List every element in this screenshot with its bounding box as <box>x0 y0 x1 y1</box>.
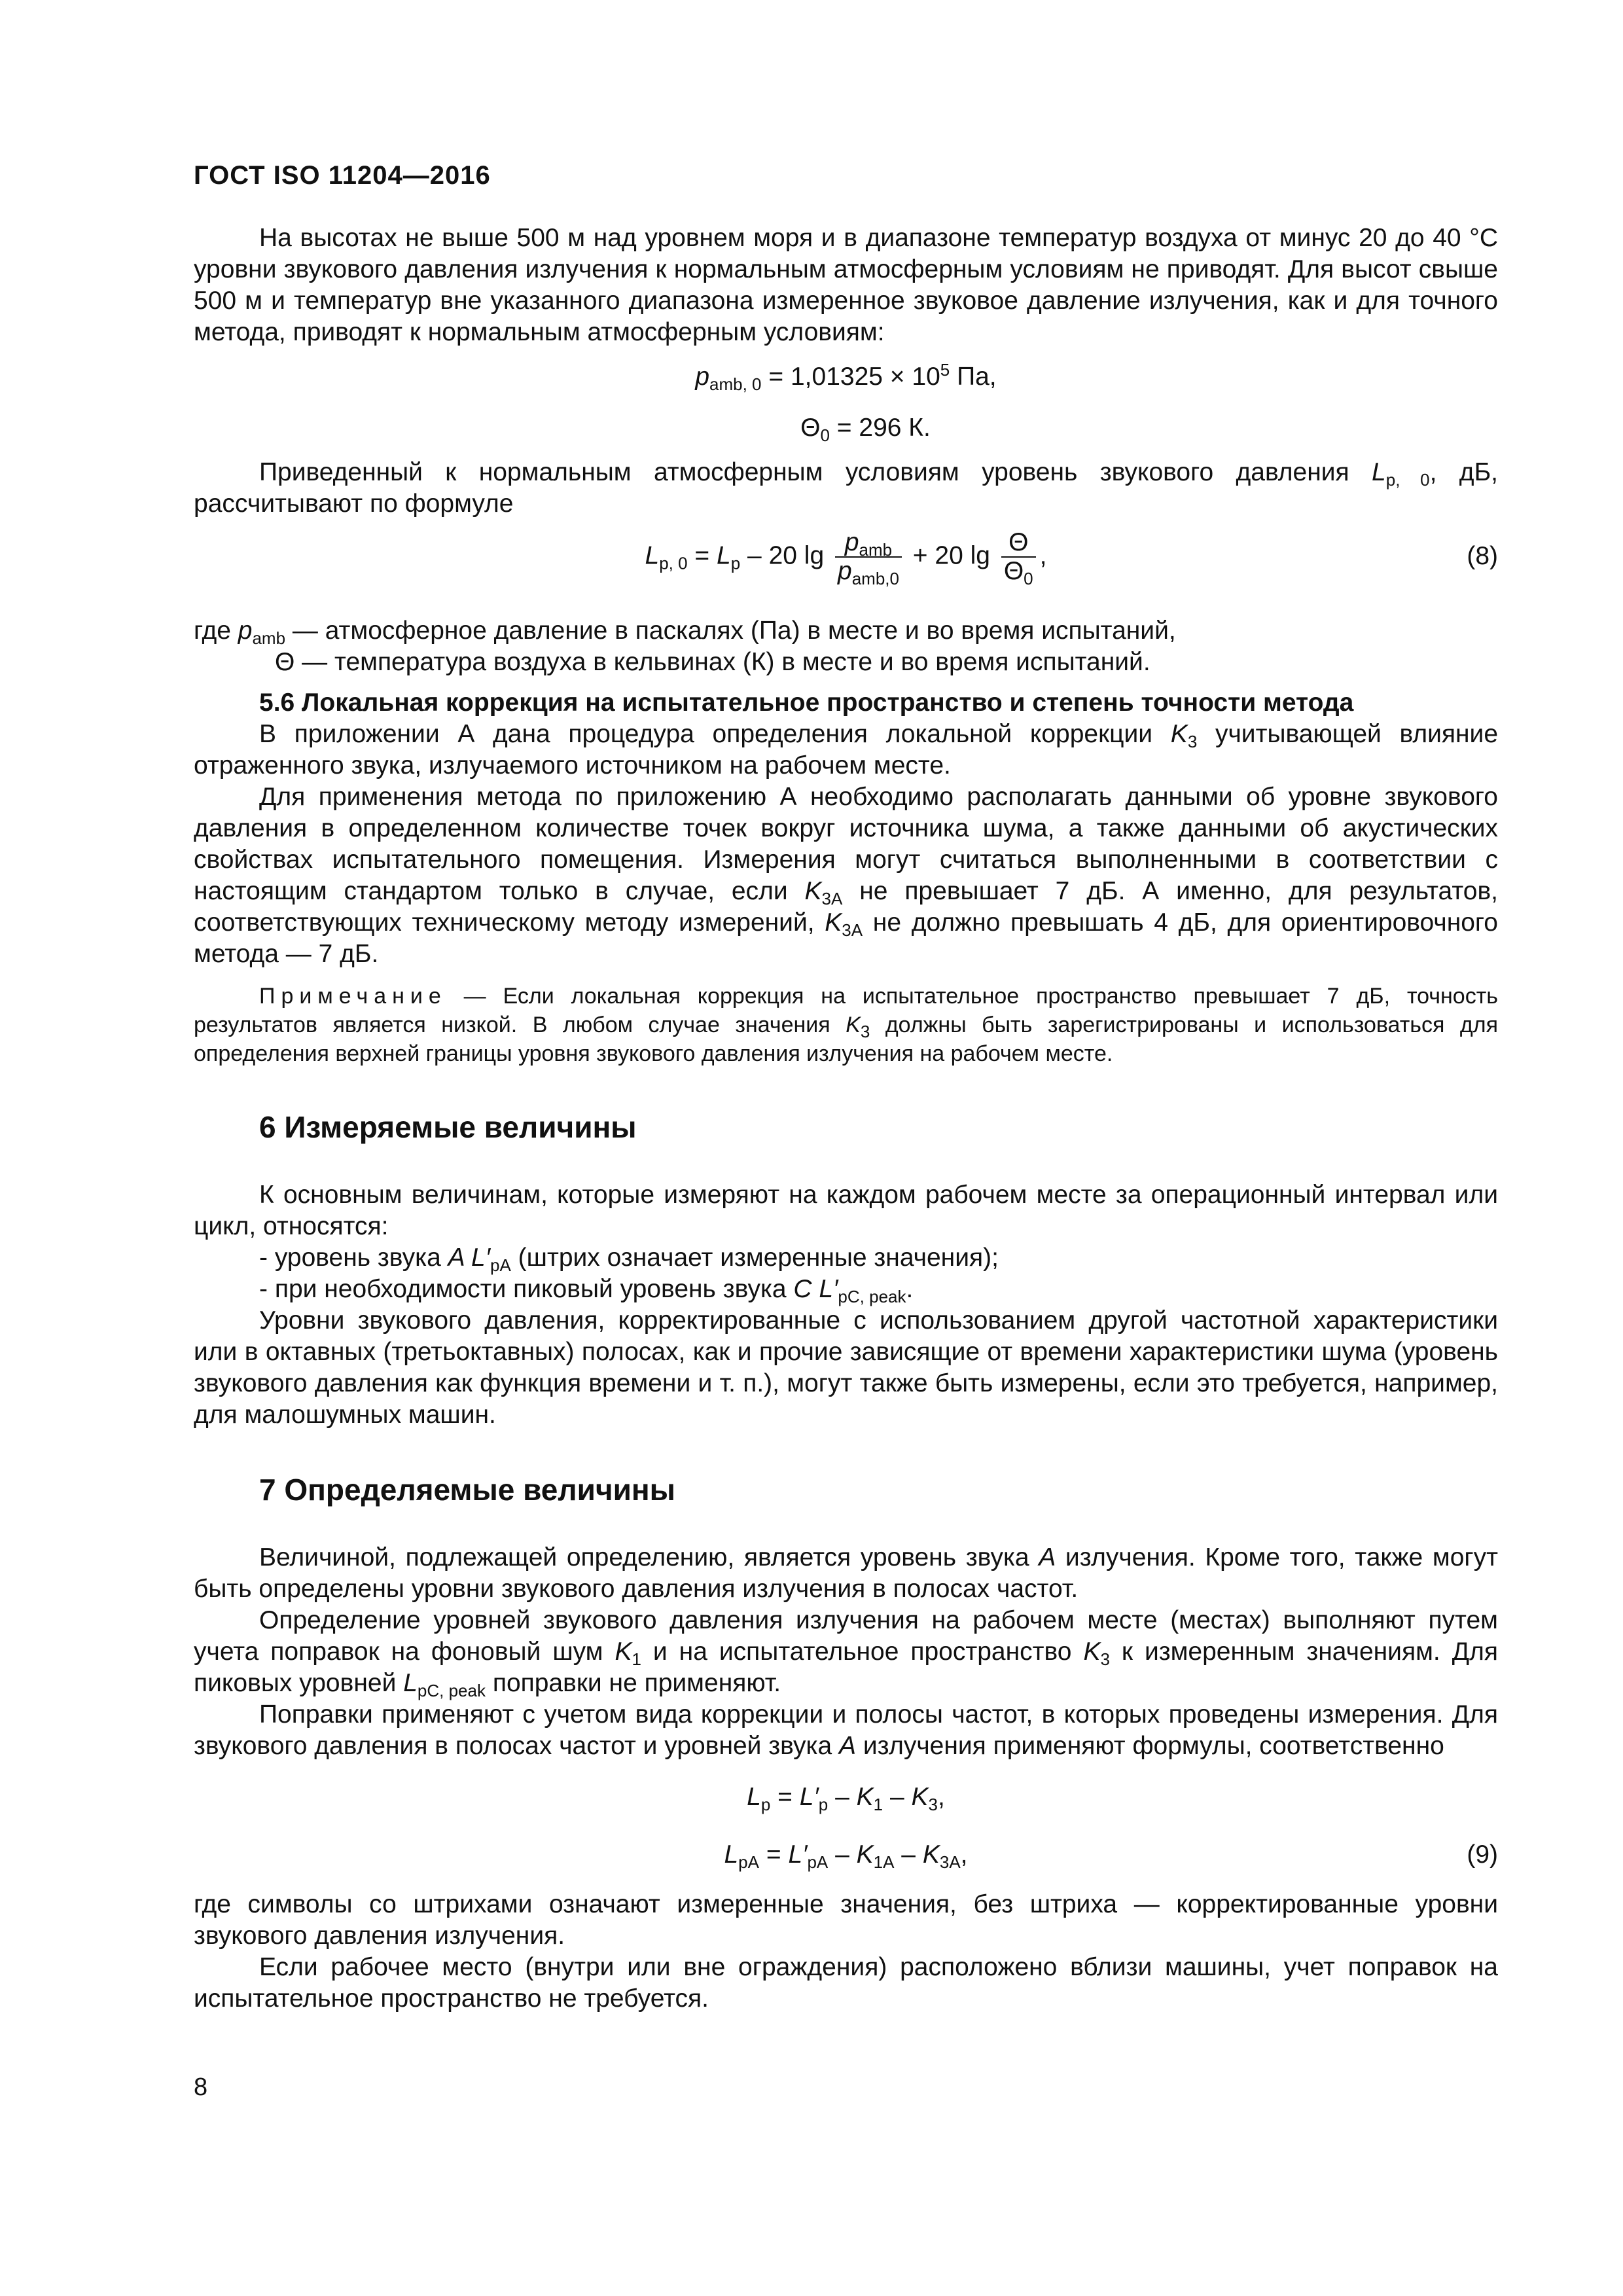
page-content <box>194 223 1498 2015</box>
equation-number-8: (8) <box>1467 542 1498 570</box>
note-5-6: Примечание — Если локальная коррекция на испытательное пространство превышает 7 дБ, точность результатов является низкой. В любом случае значения $K_3$ должны быть зарегистрированы и использоваться для определения верхней границы уровня звукового давления излучения на рабочем месте. <box>194 984 1498 1066</box>
section-5-6-title: 5.6 Локальная коррекция на испытательное пространство и степень точности метода <box>259 689 1354 717</box>
formula-pamb: $p_{amb, 0} = 1,01325 \times 10^5$ Па, <box>695 360 997 394</box>
list-item-level-a: - уровень звука A $L'_{pA}$ (штрих означает измеренные значения); <box>259 1244 999 1275</box>
paragraph-6-1: К основным величинам, которые измеряют на каждом рабочем месте за операционный интервал или цикл, относятся: <box>194 1181 1498 1240</box>
page-number: 8 <box>194 2073 208 2101</box>
paragraph-7-5: Если рабочее место (внутри или вне ограждения) расположено вблизи машины, учет поправок на испытательное пространство не требуется. <box>194 1953 1498 2013</box>
paragraph-altitude: На высотах не выше 500 м над уровнем моря и в диапазоне температур воздуха от минус 20 до 40 °С уровни звукового давления излучения к нормальным атмосферным условиям не приводят. Для высот свыше 500 м и температур вне указанного диапазона измеренное звуковое давление излучения, как и для точного метода, приводят к нормальным атмосферным условиям: <box>194 224 1498 346</box>
fraction-temperature: $\frac{\Theta}{\Theta_0}$ <box>1001 529 1036 585</box>
formula-theta: $\Theta_0 = 296$ К. <box>800 414 931 445</box>
paragraph-7-1: Величиной, подлежащей определению, является уровень звука A излучения. Кроме того, также могут быть определены уровни звукового давления излучения в полосах частот. <box>194 1543 1498 1603</box>
fraction-pressure: $\frac{p_{amb}}{p_{amb,0}}$ <box>835 529 902 585</box>
where-pamb: где $p_{amb}$ — атмосферное давление в паскалях (Па) в месте и во время испытаний, <box>194 617 1176 648</box>
equation-number-9: (9) <box>1467 1840 1498 1869</box>
section-6-title: 6 Измеряемые величины <box>259 1110 637 1144</box>
equation-8: $L_{p, 0} = L_p - 20$ lg $\frac{p_{amb}}{p_{amb,0}}$ + 20 lg $\frac{\Theta}{\Theta_0}$ , (8) <box>645 528 1498 588</box>
list-item-peak-level: - при необходимости пиковый уровень звука C $L'_{pC, peak}$. <box>259 1275 914 1306</box>
paragraph-6-2: Уровни звукового давления, корректированные с использованием другой частотной характеристики или в октавных (третьоктавных) полосах, как и прочие зависящие от времени характеристики шума (уровень звукового давления как функция времени и т. п.), могут также быть измерены, если это требуется, например, для малошумных машин. <box>194 1306 1498 1429</box>
paragraph-reduced-level: Приведенный к нормальным атмосферным условиям уровень звукового давления $L_{p, 0}$, дБ, рассчитывают по формуле <box>194 458 1498 518</box>
paragraph-5-6-2: Для применения метода по приложению А необходимо располагать данными об уровне звукового давления в определенном количестве точек вокруг источника шума, а также данными об акустических свойствах испытательного помещения. Измерения могут считаться выполненными в соответствии с настоящим стандартом только в случае, если $K_{3A}$ не превышает 7 дБ. А именно, для результатов, соответствующих техническому методу измерений, $K_{3A}$ не должно превышать 4 дБ, для ориентировочного метода — 7 дБ. <box>194 783 1499 968</box>
where-theta: Θ — температура воздуха в кельвинах (К) в месте и во время испытаний. <box>275 648 1150 676</box>
section-7-title: 7 Определяемые величины <box>259 1473 675 1507</box>
paragraph-7-2: Определение уровней звукового давления излучения на рабочем месте (местах) выполняют путем учета поправок на фоновый шум $K_1$ и на испытательное пространство $K_3$ к измеренным значениям. Для пиковых уровней $L_{pC, peak}$ поправки не применяют. <box>194 1606 1498 1700</box>
paragraph-7-3: Поправки применяют с учетом вида коррекции и полосы частот, в которых проведены измерения. Для звукового давления в полосах частот и уровней звука A излучения применяют формулы, соответственно <box>194 1700 1498 1760</box>
equation-9b: $L_{pA} = L'_{pA} - K_{1A} - K_{3A}$, (9) <box>724 1840 1498 1872</box>
paragraph-7-4: где символы со штрихами означают измеренные значения, без штриха — корректированные уровни звукового давления излучения. <box>194 1890 1498 1950</box>
paragraph-5-6-1: В приложении А дана процедура определения локальной коррекции $K_3$ учитывающей влияние отраженного звука, излучаемого источником на рабочем месте. <box>194 720 1499 780</box>
equation-9a: $L_p = L'_p - K_1 - K_3$, <box>747 1783 945 1814</box>
document-header: ГОСТ ISO 11204—2016 <box>194 161 491 190</box>
